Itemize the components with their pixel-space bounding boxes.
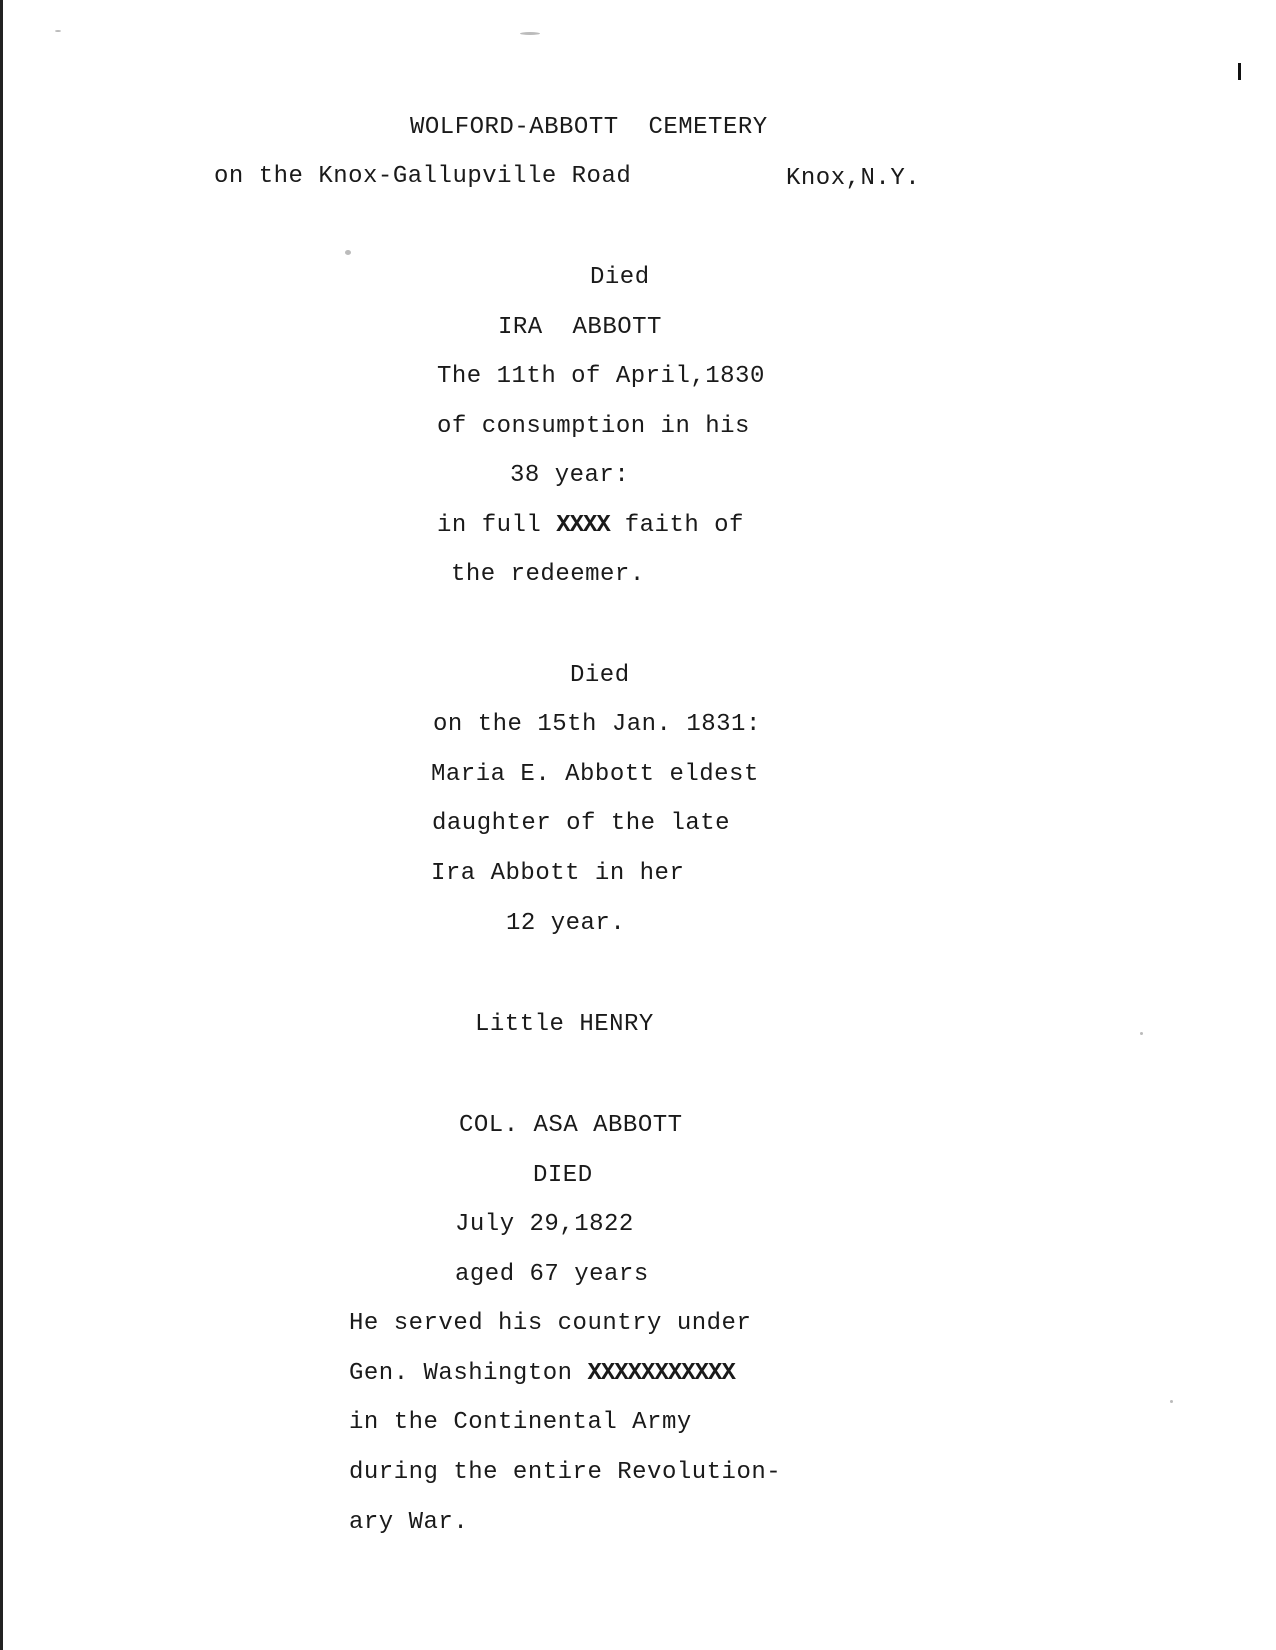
- inscription-4-line: in the Continental Army: [349, 1409, 692, 1436]
- inscription-4-line: during the entire Revolution-: [349, 1459, 782, 1486]
- scan-speck: [520, 32, 540, 35]
- inscription-1-line: 38 year:: [510, 462, 630, 489]
- inscription-2-line: on the 15th Jan. 1831:: [433, 711, 761, 738]
- line-text: in full: [437, 512, 557, 539]
- inscription-4-line: He served his country under: [349, 1310, 752, 1337]
- typed-strikeout: XXXXXXXXXXX: [587, 1360, 735, 1387]
- inscription-1-line: [437, 512, 744, 540]
- location-line: on the Knox-Gallupville Road: [214, 163, 632, 190]
- inscription-4-line: July 29,1822: [455, 1211, 634, 1238]
- inscription-1-line: the redeemer.: [451, 561, 645, 588]
- line-text: Gen. Washington: [349, 1360, 588, 1387]
- inscription-3-line: Little HENRY: [475, 1011, 654, 1038]
- inscription-2-line: 12 year.: [506, 910, 626, 937]
- inscription-1-line: Died: [590, 264, 650, 291]
- inscription-2-line: Ira Abbott in her: [431, 860, 685, 887]
- scan-left-edge: [0, 0, 3, 1650]
- scan-speck: [55, 30, 61, 32]
- place-line: Knox,N.Y.: [786, 165, 921, 192]
- inscription-4-line: COL. ASA ABBOTT: [459, 1112, 683, 1139]
- inscription-4-line: ary War.: [349, 1509, 469, 1536]
- typed-strikeout: XXXX: [556, 512, 610, 539]
- scan-speck: [345, 250, 351, 255]
- scan-mark: [1238, 63, 1241, 80]
- inscription-2-line: Maria E. Abbott eldest: [431, 761, 759, 788]
- inscription-2-line: Died: [570, 662, 630, 689]
- line-text: faith of: [609, 512, 744, 539]
- inscription-4-line: aged 67 years: [455, 1261, 649, 1288]
- page-title: WOLFORD-ABBOTT CEMETERY: [410, 114, 768, 141]
- inscription-1-line: IRA ABBOTT: [498, 314, 662, 341]
- scan-speck: [1140, 1032, 1143, 1035]
- inscription-2-line: daughter of the late: [432, 810, 731, 837]
- scan-speck: [1170, 1400, 1173, 1403]
- inscription-1-line: of consumption in his: [437, 413, 750, 440]
- inscription-4-line: DIED: [533, 1162, 593, 1189]
- inscription-1-line: The 11th of April,1830: [437, 363, 765, 390]
- inscription-4-line: [349, 1360, 735, 1388]
